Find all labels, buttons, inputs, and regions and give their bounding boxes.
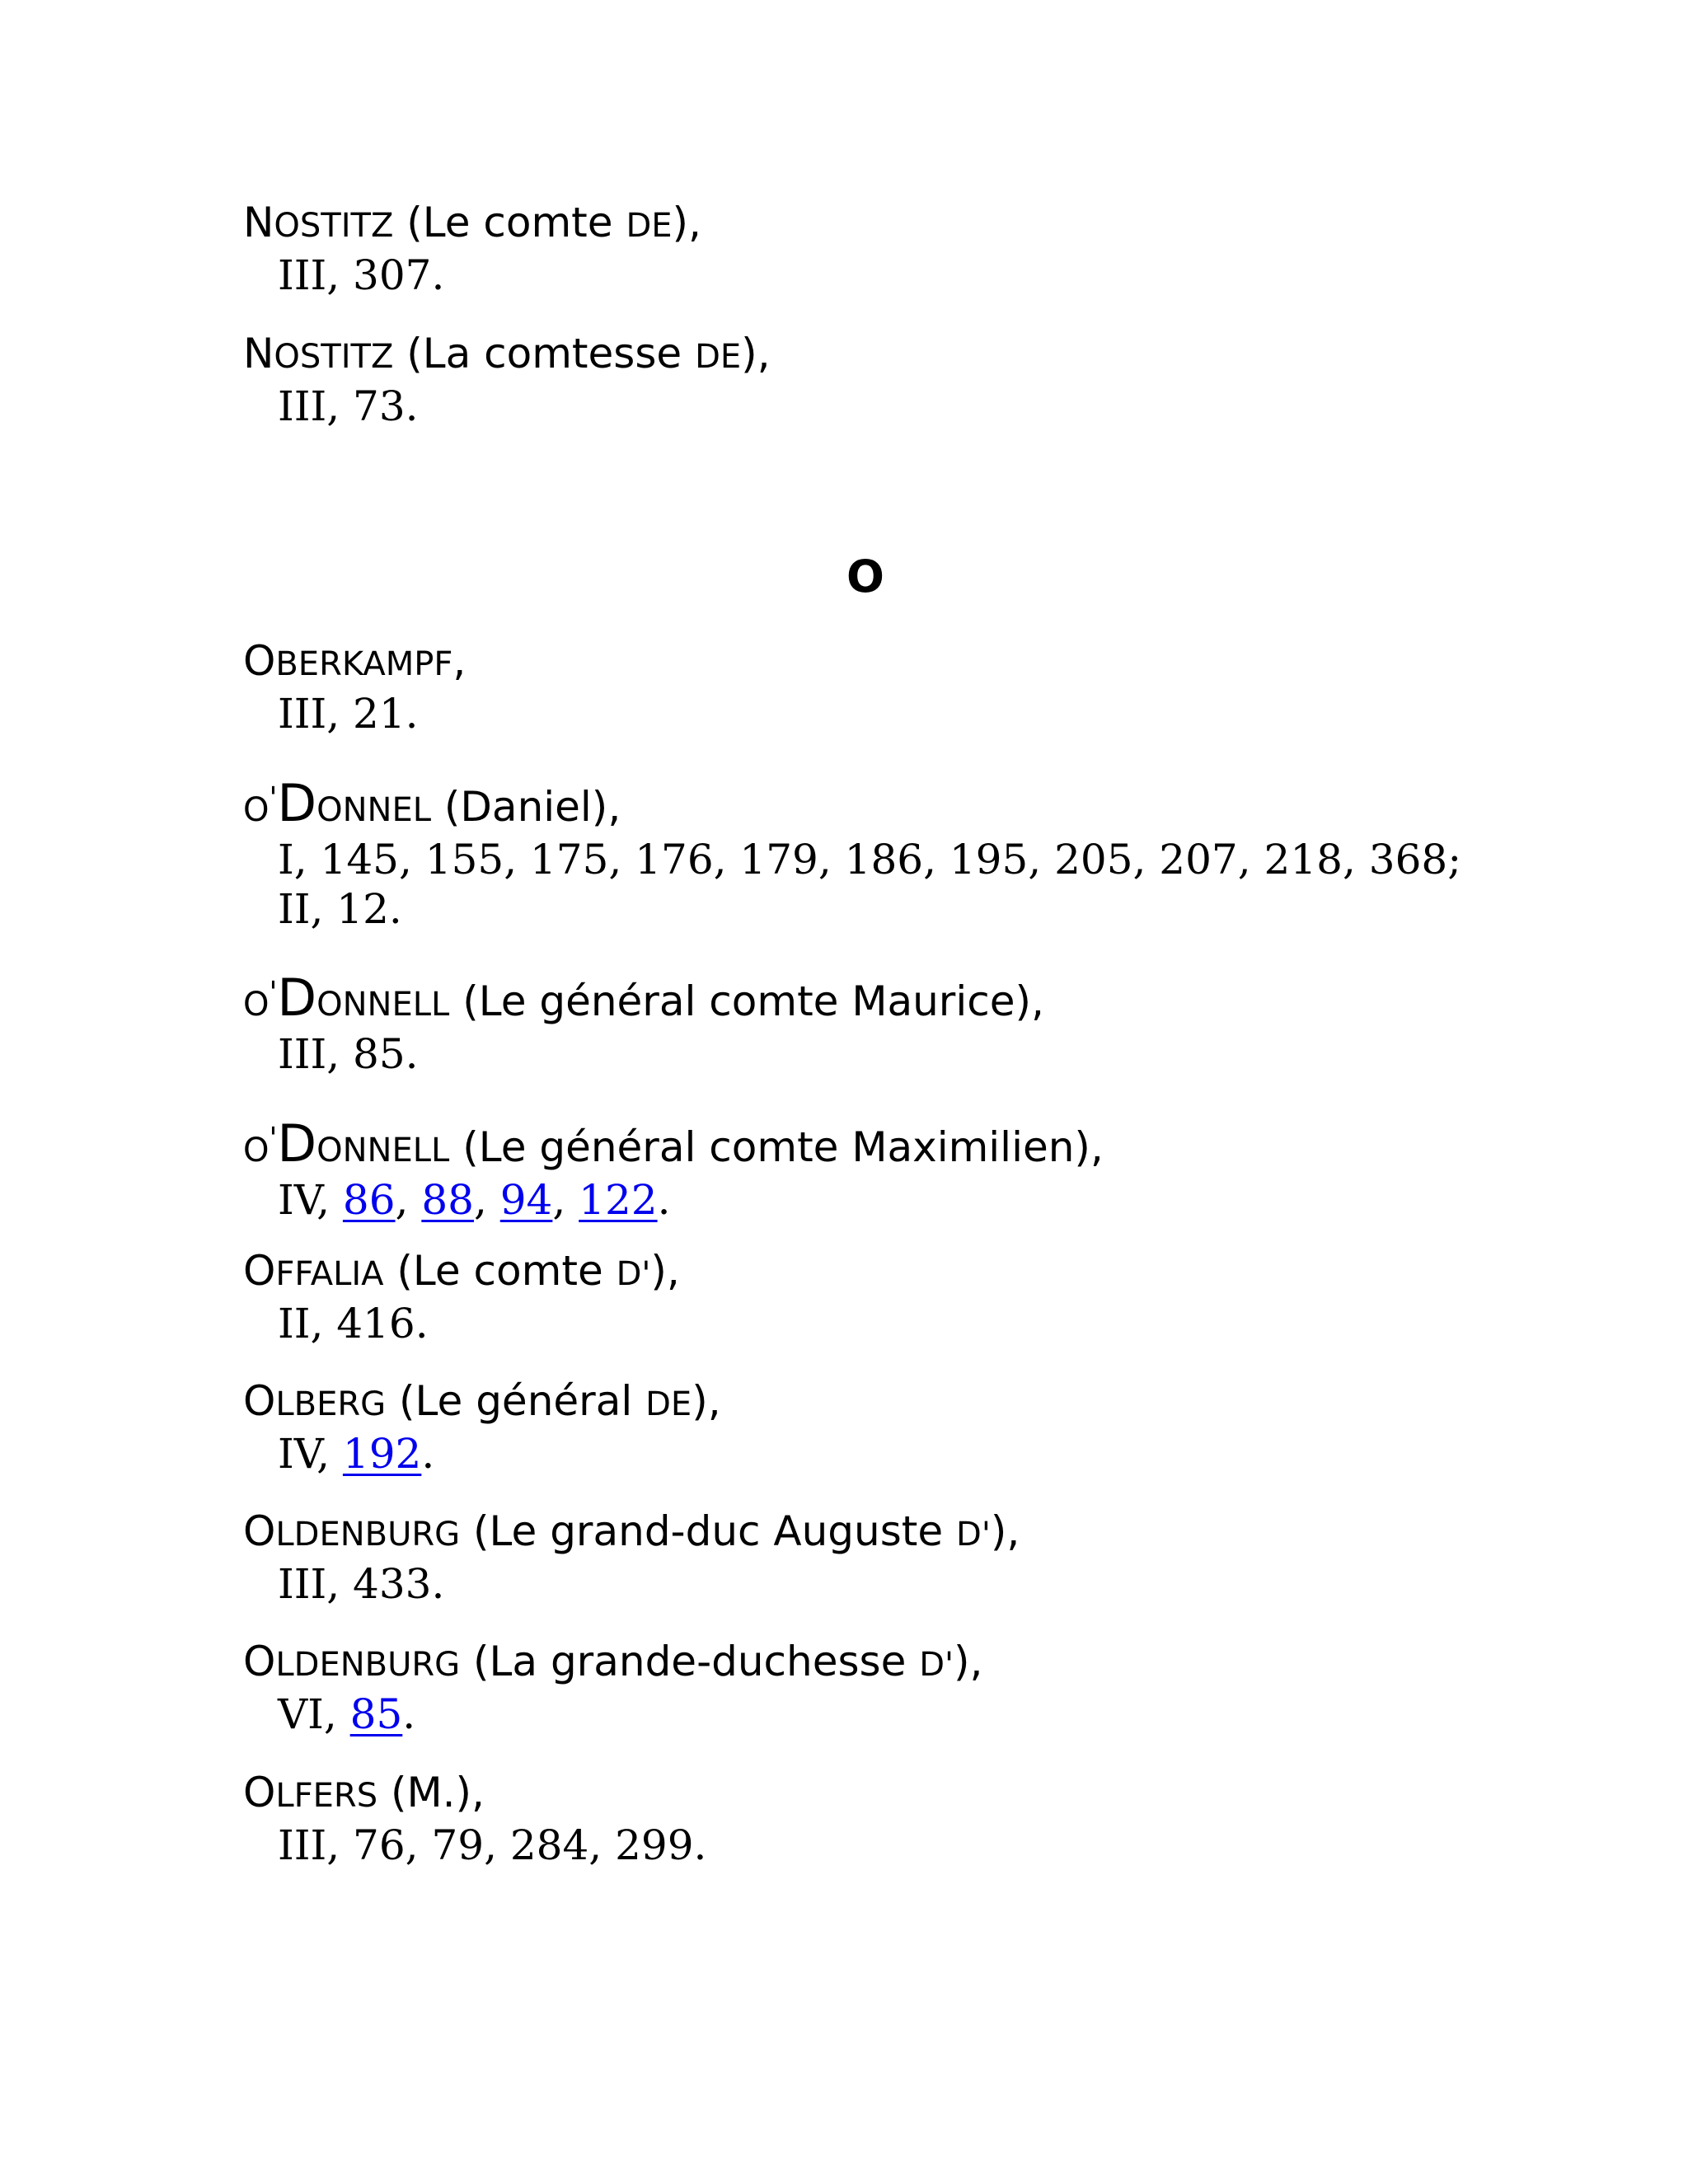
volume-label: IV, (278, 1176, 343, 1224)
entry-qualifier: (Le comte (383, 1247, 617, 1295)
entry-heading (243, 1637, 1644, 1690)
index-entry-olberg (243, 1376, 1644, 1479)
name-smallcaps: LDENBURG (275, 1516, 461, 1554)
name-smallcaps: LFERS (275, 1777, 378, 1815)
entry-heading (243, 1507, 1644, 1559)
name-initial: N (243, 199, 274, 246)
entry-heading (243, 1114, 1644, 1175)
name-smallcaps: OSTITZ (274, 338, 394, 376)
entry-suffix: , (452, 637, 467, 685)
name-initial: D (277, 968, 317, 1028)
entry-qualifier: (Le général (386, 1377, 646, 1425)
index-entry-olfers (243, 1768, 1644, 1870)
name-initial: O (243, 1377, 276, 1425)
entry-qualifier: (Le général comte Maximilien), (449, 1123, 1104, 1171)
name-smallcaps: ONNEL (316, 791, 432, 829)
name-apostrophe: ' (269, 781, 278, 815)
entry-qualifier-close: ), (954, 1638, 983, 1685)
name-apostrophe: ' (269, 1122, 278, 1155)
entry-references: III, 76, 79, 284, 299. (278, 1821, 707, 1869)
entry-qualifier: (La comtesse (393, 330, 696, 377)
name-initial: O (243, 1247, 276, 1295)
terminator: . (421, 1430, 435, 1478)
entry-references: III, 21. (278, 690, 419, 738)
entry-references: III, 307. (278, 251, 445, 299)
entry-references: I, 145, 155, 175, 176, 179, 186, 195, 205, 207, 218, 368; (278, 836, 1462, 883)
entry-qualifier-close: ), (650, 1247, 680, 1295)
entry-references: III, 85. (278, 1030, 419, 1078)
separator: , (552, 1176, 579, 1224)
page-link-85[interactable]: 85 (349, 1690, 403, 1738)
name-smallcaps: LDENBURG (275, 1646, 461, 1684)
name-particle: DE (695, 338, 742, 376)
entry-heading (243, 636, 1644, 689)
entry-qualifier: (Le général comte Maurice), (449, 977, 1044, 1025)
entry-references-continued: II, 12. (278, 885, 402, 933)
name-initial: O (243, 1507, 276, 1555)
terminator: . (657, 1176, 671, 1224)
entry-references (243, 1429, 1644, 1479)
entry-heading (243, 774, 1644, 835)
index-entry-nostitz-comtesse (243, 329, 1644, 431)
index-entry-odonnell-maurice (243, 968, 1644, 1079)
name-prefix: O (243, 791, 270, 829)
entry-heading (243, 968, 1644, 1029)
name-particle: D' (919, 1646, 954, 1684)
index-entry-oldenburg-grande-duchesse (243, 1637, 1644, 1739)
entry-heading (243, 1376, 1644, 1429)
index-entry-nostitz-comte (243, 198, 1644, 300)
name-particle: D' (616, 1255, 651, 1293)
name-smallcaps: LBERG (275, 1385, 387, 1423)
index-entry-oldenburg-grand-duc (243, 1507, 1644, 1609)
entry-qualifier: (M.), (377, 1769, 485, 1816)
entry-references (243, 1690, 1644, 1739)
entry-qualifier: (Le grand-duc Auguste (460, 1507, 957, 1555)
page-link-94[interactable]: 94 (499, 1176, 553, 1224)
name-smallcaps: FFALIA (275, 1255, 384, 1293)
name-smallcaps: ONNELL (316, 986, 450, 1024)
name-particle: D' (956, 1516, 991, 1554)
name-initial: O (243, 1769, 276, 1816)
entry-references: III, 433. (278, 1560, 445, 1608)
name-particle: DE (645, 1385, 692, 1423)
page-link-192[interactable]: 192 (342, 1430, 422, 1478)
name-initial: D (277, 1113, 317, 1174)
name-particle: DE (626, 207, 673, 245)
index-entry-odonnell-maximilien (243, 1114, 1644, 1225)
entry-references (243, 1175, 1644, 1225)
volume-label: IV, (278, 1430, 343, 1478)
entry-qualifier-close: ), (672, 199, 701, 246)
index-entry-oberkampf (243, 636, 1644, 738)
separator: , (473, 1176, 500, 1224)
entry-heading (243, 198, 1644, 251)
entry-qualifier-close: ), (990, 1507, 1020, 1555)
section-letter-heading: O (846, 551, 884, 602)
name-initial: D (277, 773, 317, 833)
volume-label: VI, (278, 1690, 350, 1738)
entry-qualifier: (La grande-duchesse (460, 1638, 920, 1685)
page-link-88[interactable]: 88 (421, 1176, 474, 1224)
name-smallcaps: ONNELL (316, 1132, 450, 1169)
entry-heading (243, 1768, 1644, 1821)
name-initial: N (243, 330, 274, 377)
page-link-122[interactable]: 122 (579, 1176, 658, 1224)
terminator: . (402, 1690, 416, 1738)
entry-qualifier-close: ), (741, 330, 771, 377)
name-prefix: O (243, 1132, 270, 1169)
entry-references: III, 73. (278, 382, 419, 430)
entry-qualifier: (Le comte (393, 199, 626, 246)
entry-heading (243, 329, 1644, 382)
index-entry-odonnel-daniel (243, 774, 1644, 934)
separator: , (395, 1176, 422, 1224)
name-smallcaps: OSTITZ (274, 207, 394, 245)
name-initial: O (243, 637, 276, 685)
page-link-86[interactable]: 86 (342, 1176, 396, 1224)
entry-heading (243, 1246, 1644, 1299)
name-initial: O (243, 1638, 276, 1685)
name-apostrophe: ' (269, 976, 278, 1010)
entry-references: II, 416. (278, 1300, 429, 1347)
name-smallcaps: BERKAMPF (275, 645, 453, 683)
entry-qualifier-close: ), (692, 1377, 721, 1425)
entry-qualifier: (Daniel), (431, 783, 621, 831)
name-prefix: O (243, 986, 270, 1024)
index-entry-offalia (243, 1246, 1644, 1348)
